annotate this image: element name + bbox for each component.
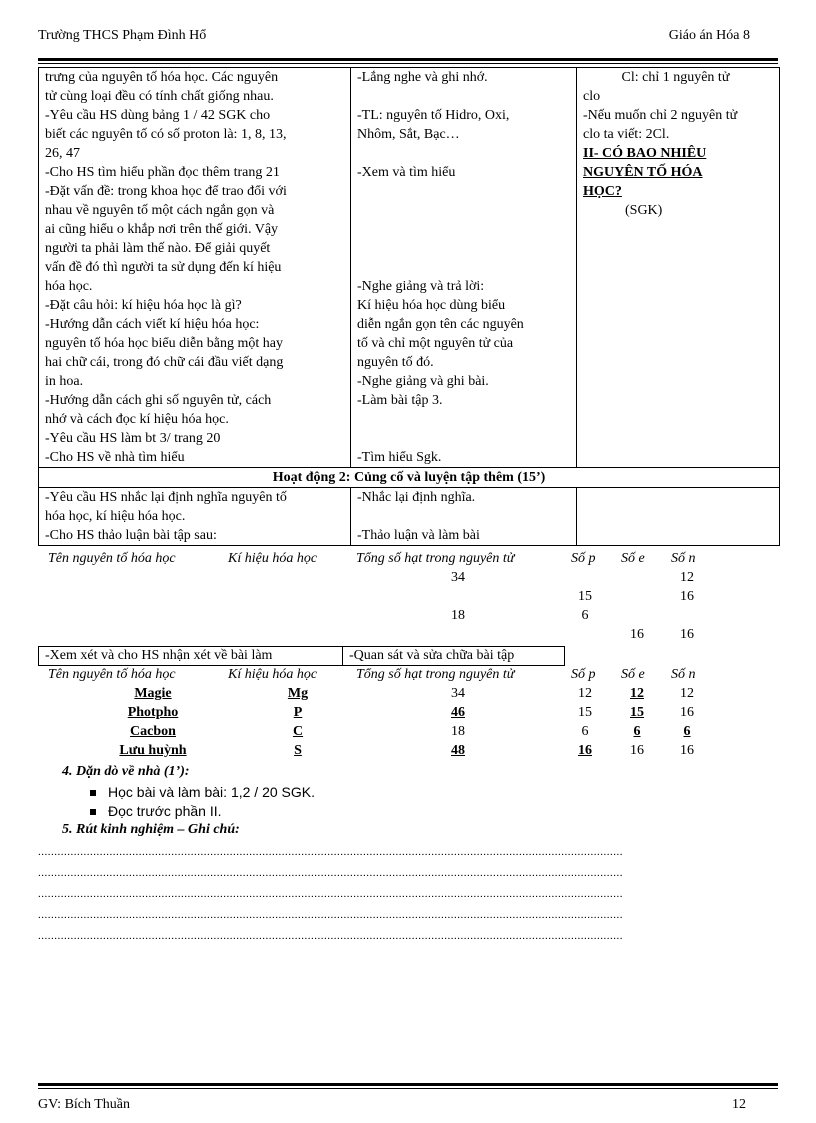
table-cell: 18 — [451, 724, 465, 739]
cell-line — [583, 258, 775, 277]
column-header: Tên nguyên tố hóa học — [48, 667, 176, 682]
teacher-name: GV: Bích Thuần — [38, 1097, 131, 1112]
column-header: Tên nguyên tố hóa học — [48, 551, 176, 566]
cell-line — [583, 315, 775, 334]
teacher-activity-column — [39, 68, 351, 467]
content-column — [577, 68, 779, 467]
cell-line: -Cho HS thảo luận bài tập sau: — [45, 528, 217, 543]
cell-line: -Cho HS về nhà tìm hiểu — [45, 450, 185, 465]
table-body — [39, 68, 779, 467]
cell-line: -Nếu muốn chỉ 2 nguyên tử — [583, 108, 738, 123]
cell-line: -Tìm hiểu Sgk. — [357, 450, 442, 465]
cell-line: Cl: chỉ 1 nguyên tử — [583, 70, 730, 85]
cell-line: Nhôm, Sắt, Bạc… — [357, 127, 460, 142]
table-cell: 15 — [578, 589, 592, 604]
cell-line: -Yêu cầu HS dùng bảng 1 / 42 SGK cho — [45, 108, 271, 123]
table-cell: 34 — [451, 686, 465, 701]
column-header: Kí hiệu hóa học — [228, 551, 318, 566]
cell-line — [583, 488, 775, 507]
cell-line — [583, 526, 775, 545]
table-cell: 34 — [451, 570, 465, 585]
subject-title: Giáo án Hóa 8 — [668, 28, 750, 43]
teacher-activity-column-2 — [39, 488, 351, 545]
table-cell: 6 — [633, 724, 641, 739]
table-cell: Cacbon — [130, 724, 176, 739]
cell-line: nhau về nguyên tố một cách ngắn gọn và — [45, 203, 275, 218]
table-cell: 6 — [581, 724, 589, 739]
cell-line: -Yêu cầu HS làm bt 3/ trang 20 — [45, 431, 221, 446]
student-activity-column-2 — [351, 488, 577, 545]
experience-title: 5. Rút kinh nghiệm – Ghi chú: — [62, 822, 240, 837]
cell-line: tố và chỉ một nguyên tử của — [357, 336, 514, 351]
table-cell: 16 — [680, 743, 694, 758]
cell-line: nguyên tố đó. — [357, 355, 434, 370]
column-header: Số n — [671, 551, 696, 566]
cell-line: NGUYÊN TỐ HÓA — [583, 165, 703, 180]
column-header: Số n — [671, 667, 696, 682]
table-cell: 16 — [680, 705, 694, 720]
cell-line — [357, 258, 572, 277]
cell-line — [357, 144, 572, 163]
cell-line: vấn đề đó thì người ta sử dụng đến kí hiệu — [45, 260, 282, 275]
cell-line: clo — [583, 89, 601, 104]
table-cell: 15 — [578, 705, 592, 720]
table-cell: Photpho — [127, 705, 179, 720]
cell-line: người ta phải làm thế nào. Để giải quyết — [45, 241, 271, 256]
note-line: .................................................................................................................................................................................... — [38, 888, 623, 900]
cell-line: ai cũng hiểu o khắp nơi trên thế giới. Vậy — [45, 222, 279, 237]
cell-line: nguyên tố hóa học biểu diễn bằng một hay — [45, 336, 283, 351]
cell-line: tử cùng loại đều có tính chất giống nhau. — [45, 89, 274, 104]
cell-line — [583, 429, 775, 448]
note-line: .................................................................................................................................................................................... — [38, 846, 623, 858]
cell-line: HỌC? — [583, 184, 622, 199]
school-name: Trường THCS Phạm Đình Hổ — [38, 28, 207, 43]
cell-line — [583, 391, 775, 410]
cell-line: -Cho HS tìm hiểu phần đọc thêm trang 21 — [45, 165, 280, 180]
note-line: .................................................................................................................................................................................... — [38, 930, 623, 942]
cell-line: -Nghe giảng và ghi bài. — [357, 374, 489, 389]
table-cell: 16 — [680, 627, 694, 642]
cell-line — [357, 507, 572, 526]
note-line: .................................................................................................................................................................................... — [38, 867, 623, 879]
table-cell: 12 — [630, 686, 644, 701]
table-cell: 12 — [680, 570, 694, 585]
cell-line: trưng của nguyên tố hóa học. Các nguyên — [45, 70, 279, 85]
homework-item: Đọc trước phần II. — [90, 803, 221, 819]
column-header: Số e — [621, 551, 645, 566]
cell-line: -Yêu cầu HS nhắc lại định nghĩa nguyên tố — [45, 490, 287, 505]
table-cell: Magie — [134, 686, 172, 701]
cell-line: -Lắng nghe và ghi nhớ. — [357, 70, 488, 85]
content-column-2 — [577, 488, 779, 545]
header-rule-thin — [38, 63, 778, 64]
cell-line — [583, 334, 775, 353]
cell-line: -Đặt vấn đề: trong khoa học để trao đổi với — [45, 184, 287, 199]
cell-line — [357, 410, 572, 429]
column-header: Tổng số hạt trong nguyên tử — [356, 551, 515, 566]
footer-rule-thick — [38, 1083, 778, 1086]
review-row — [38, 646, 778, 666]
table-cell: 48 — [451, 743, 465, 758]
homework-title: 4. Dặn dò về nhà (1’): — [62, 764, 190, 779]
cell-line: clo ta viết: 2Cl. — [583, 127, 670, 142]
column-header: Số p — [571, 551, 596, 566]
cell-line: hóa học, kí hiệu hóa học. — [45, 509, 186, 524]
cell-line — [357, 220, 572, 239]
column-header: Số e — [621, 667, 645, 682]
table-cell: 16 — [630, 627, 644, 642]
answer-table — [38, 667, 778, 763]
table-cell: Mg — [287, 686, 309, 701]
table-cell: 6 — [683, 724, 691, 739]
table-cell: Lưu huỳnh — [119, 743, 187, 758]
review-teacher: -Xem xét và cho HS nhận xét về bài làm — [38, 646, 343, 666]
table-cell: 6 — [581, 608, 589, 623]
table-cell: 12 — [680, 686, 694, 701]
bullet-icon — [90, 809, 96, 815]
note-line: .................................................................................................................................................................................... — [38, 909, 623, 921]
cell-line — [357, 182, 572, 201]
cell-line: hai chữ cái, trong đó chữ cái đầu viết dạng — [45, 355, 284, 370]
cell-line — [583, 507, 775, 526]
table-cell: S — [294, 743, 302, 758]
page-header — [38, 28, 750, 50]
table-body-2 — [39, 488, 779, 545]
cell-line: nhớ và cách đọc kí hiệu hóa học. — [45, 412, 229, 427]
review-student: -Quan sát và sửa chữa bài tập — [343, 646, 565, 666]
lesson-table — [38, 67, 780, 546]
cell-line: -Thảo luận và làm bài — [357, 528, 480, 543]
cell-line — [583, 220, 775, 239]
cell-line — [583, 410, 775, 429]
cell-line: -Xem và tìm hiểu — [357, 165, 456, 180]
cell-line: Kí hiệu hóa học dùng biểu — [357, 298, 506, 313]
table-cell: 18 — [451, 608, 465, 623]
header-rule-thick — [38, 58, 778, 61]
table-cell: 16 — [630, 743, 644, 758]
student-activity-column — [351, 68, 577, 467]
table-cell: P — [293, 705, 303, 720]
cell-line: -Nhắc lại định nghĩa. — [357, 490, 476, 505]
cell-line — [357, 239, 572, 258]
cell-line — [357, 429, 572, 448]
activity-2-heading: Hoạt động 2: Củng cố và luyện tập thêm (15’) — [39, 467, 779, 488]
cell-line: -Đặt câu hỏi: kí hiệu hóa học là gì? — [45, 298, 242, 313]
homework-item: Học bài và làm bài: 1,2 / 20 SGK. — [90, 784, 315, 800]
table-cell: C — [292, 724, 304, 739]
cell-line — [583, 372, 775, 391]
cell-line: -Hướng dẫn cách ghi số nguyên tử, cách — [45, 393, 272, 408]
column-header: Số p — [571, 667, 596, 682]
cell-line — [583, 239, 775, 258]
table-cell: 12 — [578, 686, 592, 701]
table-cell: 46 — [451, 705, 465, 720]
cell-line: -Hướng dẫn cách viết kí hiệu hóa học: — [45, 317, 260, 332]
exercise-table — [38, 551, 778, 647]
cell-line — [583, 296, 775, 315]
cell-line: -Nghe giảng và trả lời: — [357, 279, 485, 294]
footer-rule-thin — [38, 1088, 778, 1089]
cell-line: hóa học. — [45, 279, 93, 294]
table-cell: 15 — [630, 705, 644, 720]
table-cell: 16 — [680, 589, 694, 604]
table-cell: 16 — [578, 743, 592, 758]
cell-line: in hoa. — [45, 374, 84, 389]
page-number: 12 — [732, 1097, 746, 1112]
cell-line: biết các nguyên tố có số proton là: 1, 8, 13, — [45, 127, 287, 142]
cell-line: -TL: nguyên tố Hidro, Oxi, — [357, 108, 510, 123]
cell-line: 26, 47 — [45, 146, 80, 161]
cell-line: diễn ngắn gọn tên các nguyên — [357, 317, 524, 332]
column-header: Kí hiệu hóa học — [228, 667, 318, 682]
cell-line — [583, 277, 775, 296]
bullet-icon — [90, 790, 96, 796]
cell-line — [583, 448, 775, 467]
cell-line — [357, 201, 572, 220]
cell-line — [583, 353, 775, 372]
cell-line: -Làm bài tập 3. — [357, 393, 443, 408]
cell-line — [357, 87, 572, 106]
column-header: Tổng số hạt trong nguyên tử — [356, 667, 515, 682]
cell-line: (SGK) — [583, 203, 663, 218]
cell-line: II- CÓ BAO NHIÊU — [583, 146, 707, 161]
